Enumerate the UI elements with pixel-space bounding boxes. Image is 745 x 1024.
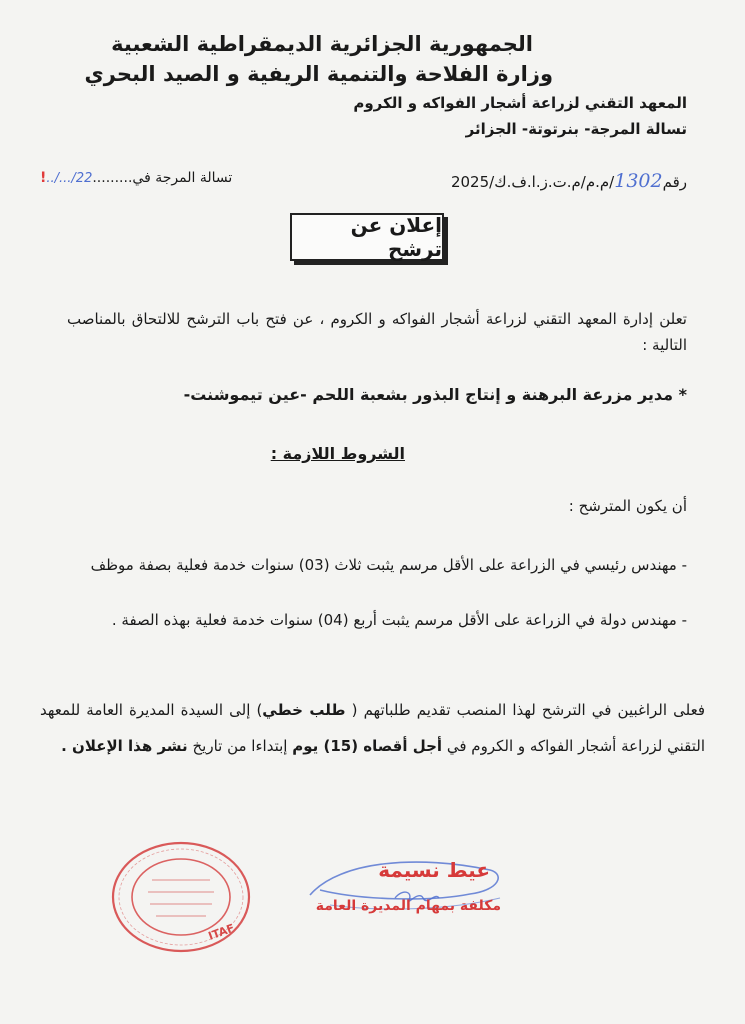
reference-date bbox=[40, 170, 232, 186]
announcement-title: إعلان عن ترشح bbox=[290, 213, 444, 261]
closing-part3: إبتداءا من تاريخ bbox=[187, 737, 293, 755]
svg-text:ITAF: ITAF bbox=[206, 921, 237, 943]
header-address: تسالة المرجة- بنرتوتة- الجزائر bbox=[465, 120, 687, 138]
reference-prefix: رقم bbox=[662, 173, 687, 191]
date-dots: ......... bbox=[92, 170, 133, 186]
conditions-title: الشروط اللازمة : bbox=[270, 444, 405, 463]
closing-paragraph bbox=[40, 692, 705, 764]
header-ministry: وزارة الفلاحة والتنمية الريفية و الصيد البحري bbox=[84, 62, 553, 86]
conditions-intro: أن يكون المترشح : bbox=[568, 497, 687, 515]
signature-name-stamp: عيط نسيمة bbox=[378, 858, 490, 882]
intro-paragraph: تعلن إدارة المعهد التقني لزراعة أشجار الفواكه و الكروم ، عن فتح باب الترشح للالتحاق بالمناصب التالية : bbox=[67, 310, 687, 354]
date-place-label: تسالة المرجة في bbox=[132, 170, 233, 186]
red-mark: ! bbox=[40, 170, 47, 186]
closing-bold2: أجل أقصاه (15) يوم bbox=[292, 737, 443, 755]
header-institute: المعهد التقني لزراعة أشجار الفواكه و الكروم bbox=[353, 94, 687, 112]
closing-bold1: طلب خطي bbox=[262, 701, 346, 719]
closing-part1: فعلى الراغبين في الترشح لهذا المنصب تقديم طلباتهم ( bbox=[345, 701, 705, 719]
position-item: * مدير مزرعة البرهنة و إنتاج البذور بشعبة اللحم -عين تيموشنت- bbox=[183, 385, 687, 404]
reference-number bbox=[451, 170, 687, 192]
handwritten-date: 22/.../.. bbox=[46, 171, 93, 186]
condition-item: - مهندس دولة في الزراعة على الأقل مرسم يثبت أربع (04) سنوات خدمة فعلية بهذه الصفة . bbox=[111, 611, 687, 629]
signature-role-stamp: مكلفة بمهام المديرة العامة bbox=[315, 898, 501, 914]
closing-bold3: نشر هذا الإعلان . bbox=[61, 737, 188, 755]
official-stamp bbox=[110, 840, 252, 955]
condition-item: - مهندس رئيسي في الزراعة على الأقل مرسم يثبت ثلاث (03) سنوات خدمة فعلية بصفة موظف bbox=[90, 556, 687, 574]
header-republic: الجمهورية الجزائرية الديمقراطية الشعبية bbox=[111, 32, 533, 56]
handwritten-number: 1302 bbox=[614, 170, 663, 192]
reference-code: /م.م/م.ت.ز.ا.ف.ك/2025 bbox=[450, 173, 615, 191]
closing-part2: ) إلى السيدة المديرة العامة للمعهد التقني لزراعة أشجار الفواكه و الكروم في bbox=[40, 701, 705, 755]
